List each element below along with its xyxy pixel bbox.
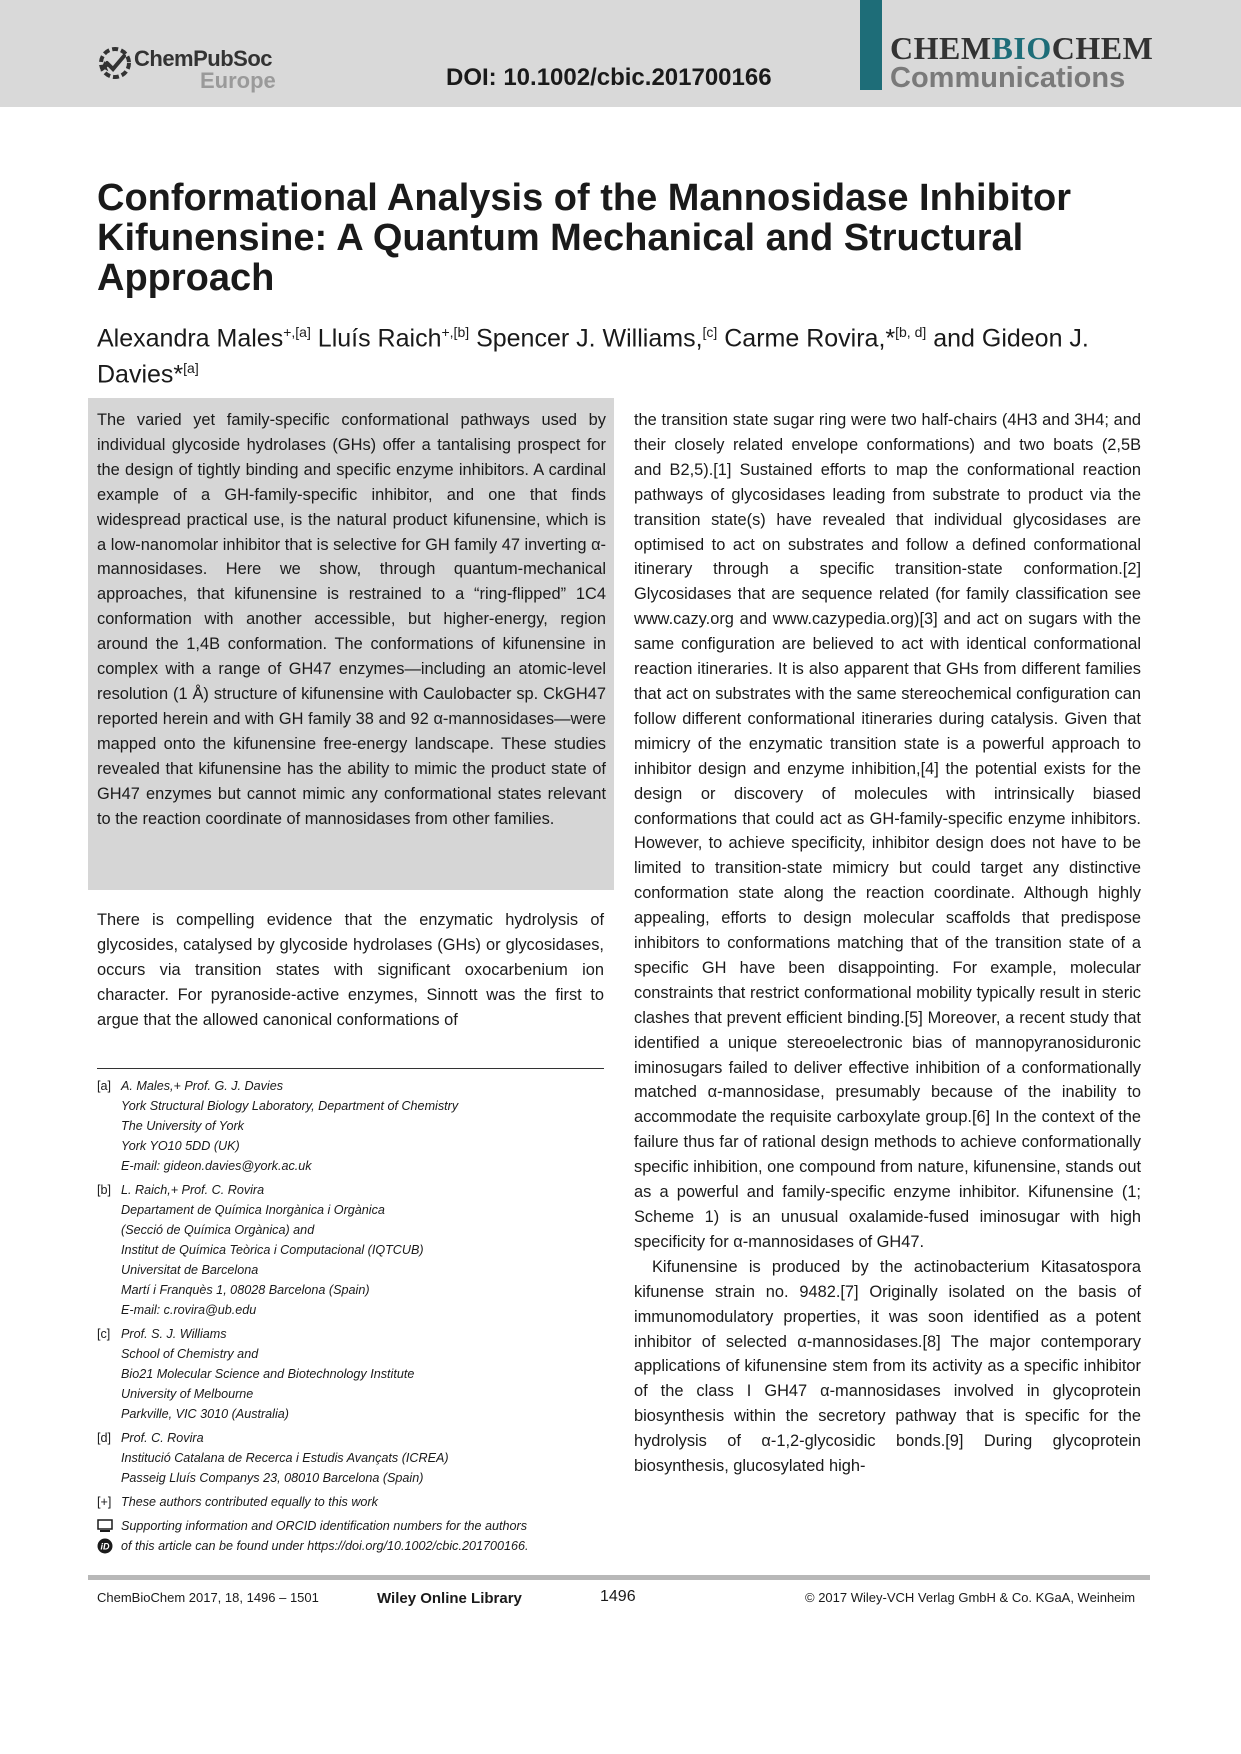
body-paragraph: Kifunensine is produced by the actinobacterium Kitasatospora kifunense strain no. 9482.[7] Originally isolated on the basis of immunomodulatory properties, it was soon identified as a potent inhibitor of selected α-mannosidases.[8] The major contemporary applications of kifunensine stem from its activity as a specific inhibitor of the class I GH47 α-mannosidases involved in glycoprotein biosynthesis within the secretory pathway that is specific for the hydrolysis of α-1,2-glycosidic bonds.[9] During glycoprotein biosynthesis, glucosylated high- [634, 1257, 1141, 1476]
footnote-line: (Secció de Química Orgànica) and [121, 1223, 315, 1237]
orcid-icon[interactable] [97, 1538, 113, 1554]
author-name[interactable]: Carme Rovira,* [717, 324, 896, 353]
supporting-info-line: Supporting information and ORCID identification numbers for the authors [121, 1519, 528, 1533]
wiley-online-library-link[interactable]: Wiley Online Library [377, 1590, 522, 1607]
article-title: Conformational Analysis of the Mannosidase Inhibitor Kifunensine: A Quantum Mechanical and Structural Approach [97, 177, 1072, 299]
copyright-notice: © 2017 Wiley-VCH Verlag GmbH & Co. KGaA, Weinheim [805, 1590, 1136, 1605]
footnote-line: School of Chemistry and [121, 1347, 259, 1361]
author-affiliation: [a] [183, 360, 199, 377]
journal-name-part: CHEM [890, 30, 992, 66]
footnote-line: Prof. S. J. Williams [121, 1327, 227, 1341]
footnote-line: L. Raich,+ Prof. C. Rovira [121, 1183, 265, 1197]
footer-divider [88, 1575, 1150, 1580]
footnote-line: Institució Catalana de Recerca i Estudis Avançats (ICREA) [121, 1451, 449, 1465]
footnote-line: York YO10 5DD (UK) [121, 1139, 240, 1153]
footnote-email-link[interactable]: E-mail: c.rovira@ub.edu [121, 1303, 257, 1317]
author-name[interactable]: Alexandra Males [97, 324, 284, 353]
body-paragraph: the transition state sugar ring were two half-chairs (4H3 and 3H4; and their closely related envelope conformations) and two boats (2,5B and B2,5).[1] Sustained efforts to map the conformational reaction pathways of glycosidases leading from substrate to product via the transition state(s) have revealed that individual glycosidases are optimised to act on substrates and follow a defined conformational itinerary through a specific transition-state conformation.[2] Glycosidases that are sequence related (for family classification see www.cazy.org and www.cazypedia.org)[3] and act on sugars with the same configuration are believed to act with identical conformational reaction itineraries. It is also apparent that GHs from different families that act on substrates with the same stereochemical configuration can follow different conformational itineraries during catalysis. Given that mimicry of the enzymatic transition state is a powerful approach to inhibitor design and enzyme inhibition,[4] the potential exists for the design or discovery of molecules with intrinsically biased conformations that could act as GH-family-specific enzyme inhibitors. However, to achieve specificity, inhibitor design does not have to be limited to transition-state mimicry but could target any distinctive conformation state along the reaction coordinate. Although highly appealing, efforts to design molecular scaffolds that predispose inhibitors to conformations matching that of the transition state of a specific GH have been disappointing. For example, molecular constraints that restrict conformational mobility typically result in steric clashes that prevent efficient binding.[5] Moreover, a recent study that identified a unique stereoelectronic bias of mannopyranosiduronic iminosugars failed to deliver effective inhibition of a conformationally matched α-mannosidase, presumably because of the inability to accommodate the requisite carboxylate group.[6] In the context of the failure thus far of rational design methods to achieve conformationally specific inhibition, one compound from nature, kifunensine, stands out as a powerful and family-specific enzyme inhibitor. Kifunensine (1; Scheme 1) is an unusual oxalamide-fused iminosugar with high specificity for α-mannosidases of GH47. [634, 411, 1141, 1251]
footnote-line: Departament de Química Inorgànica i Orgànica [121, 1203, 385, 1217]
footnote-line: The University of York [121, 1119, 244, 1133]
footnote-line: These authors contributed equally to this work [121, 1495, 378, 1509]
footnote-line: A. Males,+ Prof. G. J. Davies [121, 1079, 284, 1093]
author-affiliation: [b, d] [895, 324, 927, 340]
footnote-line: Martí i Franquès 1, 08028 Barcelona (Spain) [121, 1283, 370, 1297]
footnote-line: Bio21 Molecular Science and Biotechnology Institute [121, 1367, 415, 1381]
footnote-tag: [c] [97, 1327, 111, 1341]
footnote-line: Parkville, VIC 3010 (Australia) [121, 1407, 289, 1421]
section-label: Communications [890, 62, 1126, 94]
footnote-line: York Structural Biology Laboratory, Department of Chemistry [121, 1099, 459, 1113]
footnote-tag: [d] [97, 1431, 112, 1445]
svg-text:iD: iD [100, 1541, 110, 1552]
author-affiliation: +,[a] [283, 324, 311, 340]
author-list [97, 317, 1097, 390]
journal-accent-bar [860, 0, 882, 90]
author-name[interactable]: and Gideon J. Davies* [97, 324, 1089, 389]
logo-text-chempubsoc: ChemPubSoc [134, 46, 273, 71]
footnote-email-link[interactable]: E-mail: gideon.davies@york.ac.uk [121, 1159, 312, 1173]
abstract-text: The varied yet family-specific conformational pathways used by individual glycoside hydrolases (GHs) offer a tantalising prospect for the design of tightly binding and specific enzyme inhibitors. A cardinal example of a GH-family-specific inhibitor, and one that finds widespread practical use, is the natural product kifunensine, which is a low-nanomolar inhibitor that is selective for GH family 47 inverting α-mannosidases. Here we show, through quantum-mechanical approaches, that kifunensine is restrained to a “ring-flipped” 1C4 conformation with another accessible, but higher-energy, region around the 1,4B conformation. The conformations of kifunensine in complex with a range of GH47 enzymes—including an atomic-level resolution (1 Å) structure of kifunensine with Caulobacter sp. CkGH47 reported herein and with GH family 38 and 92 α-mannosidases—were mapped onto the kifunensine free-energy landscape. These studies revealed that kifunensine has the ability to mimic the product state of GH47 enzymes but cannot mimic any conformational states relevant to the reaction coordinate of mannosidases from other families. [97, 411, 606, 828]
footnote-a [97, 1076, 604, 1176]
chempubsoc-logo[interactable] [98, 46, 278, 94]
abstract-box [88, 398, 614, 890]
doi-link[interactable]: DOI: 10.1002/cbic.201700166 [446, 64, 772, 91]
footnote-line: Passeig Lluís Companys 23, 08010 Barcelona (Spain) [121, 1471, 424, 1485]
footer-citation: ChemBioChem 2017, 18, 1496 – 1501 [97, 1590, 319, 1605]
computer-icon [97, 1518, 113, 1534]
chempubsoc-logo-icon [98, 46, 132, 80]
footnote-line: University of Melbourne [121, 1387, 254, 1401]
author-name[interactable]: Lluís Raich [310, 324, 442, 353]
footnote-line: Universitat de Barcelona [121, 1263, 259, 1277]
journal-name-part: CHEM [1051, 30, 1154, 66]
footnote-line: Institut de Química Teòrica i Computacional (IQTCUB) [121, 1243, 424, 1257]
supporting-info-note [97, 1516, 604, 1556]
body-column-right [634, 408, 1141, 1479]
logo-text-europe: Europe [200, 68, 276, 93]
footnote-equal-contribution [97, 1492, 604, 1512]
footnote-divider [97, 1068, 604, 1069]
journal-name-bio: BIO [991, 30, 1052, 66]
footnote-line: Prof. C. Rovira [121, 1431, 204, 1445]
footnote-c [97, 1324, 604, 1424]
author-affiliation: +,[b] [441, 324, 470, 340]
page-number: 1496 [600, 1588, 636, 1605]
intro-paragraph: There is compelling evidence that the enzymatic hydrolysis of glycosides, catalysed by glycoside hydrolases (GHs) or glycosidases, occurs via transition states with significant oxocarbenium ion character. For pyranoside-active enzymes, Sinnott was the first to argue that the allowed canonical conformations of [97, 911, 604, 1029]
footnote-d [97, 1428, 604, 1488]
body-column-left [97, 908, 604, 1033]
supporting-info-link[interactable]: of this article can be found under https://doi.org/10.1002/cbic.201700166. [121, 1539, 529, 1553]
footnote-b [97, 1180, 604, 1320]
footnote-tag: [b] [97, 1183, 112, 1197]
author-name[interactable]: Spencer J. Williams, [469, 324, 703, 353]
author-affiliation: [c] [702, 324, 718, 340]
footnote-tag: [+] [97, 1495, 112, 1509]
footnote-tag: [a] [97, 1079, 112, 1093]
affiliations-footnotes [97, 1076, 604, 1560]
